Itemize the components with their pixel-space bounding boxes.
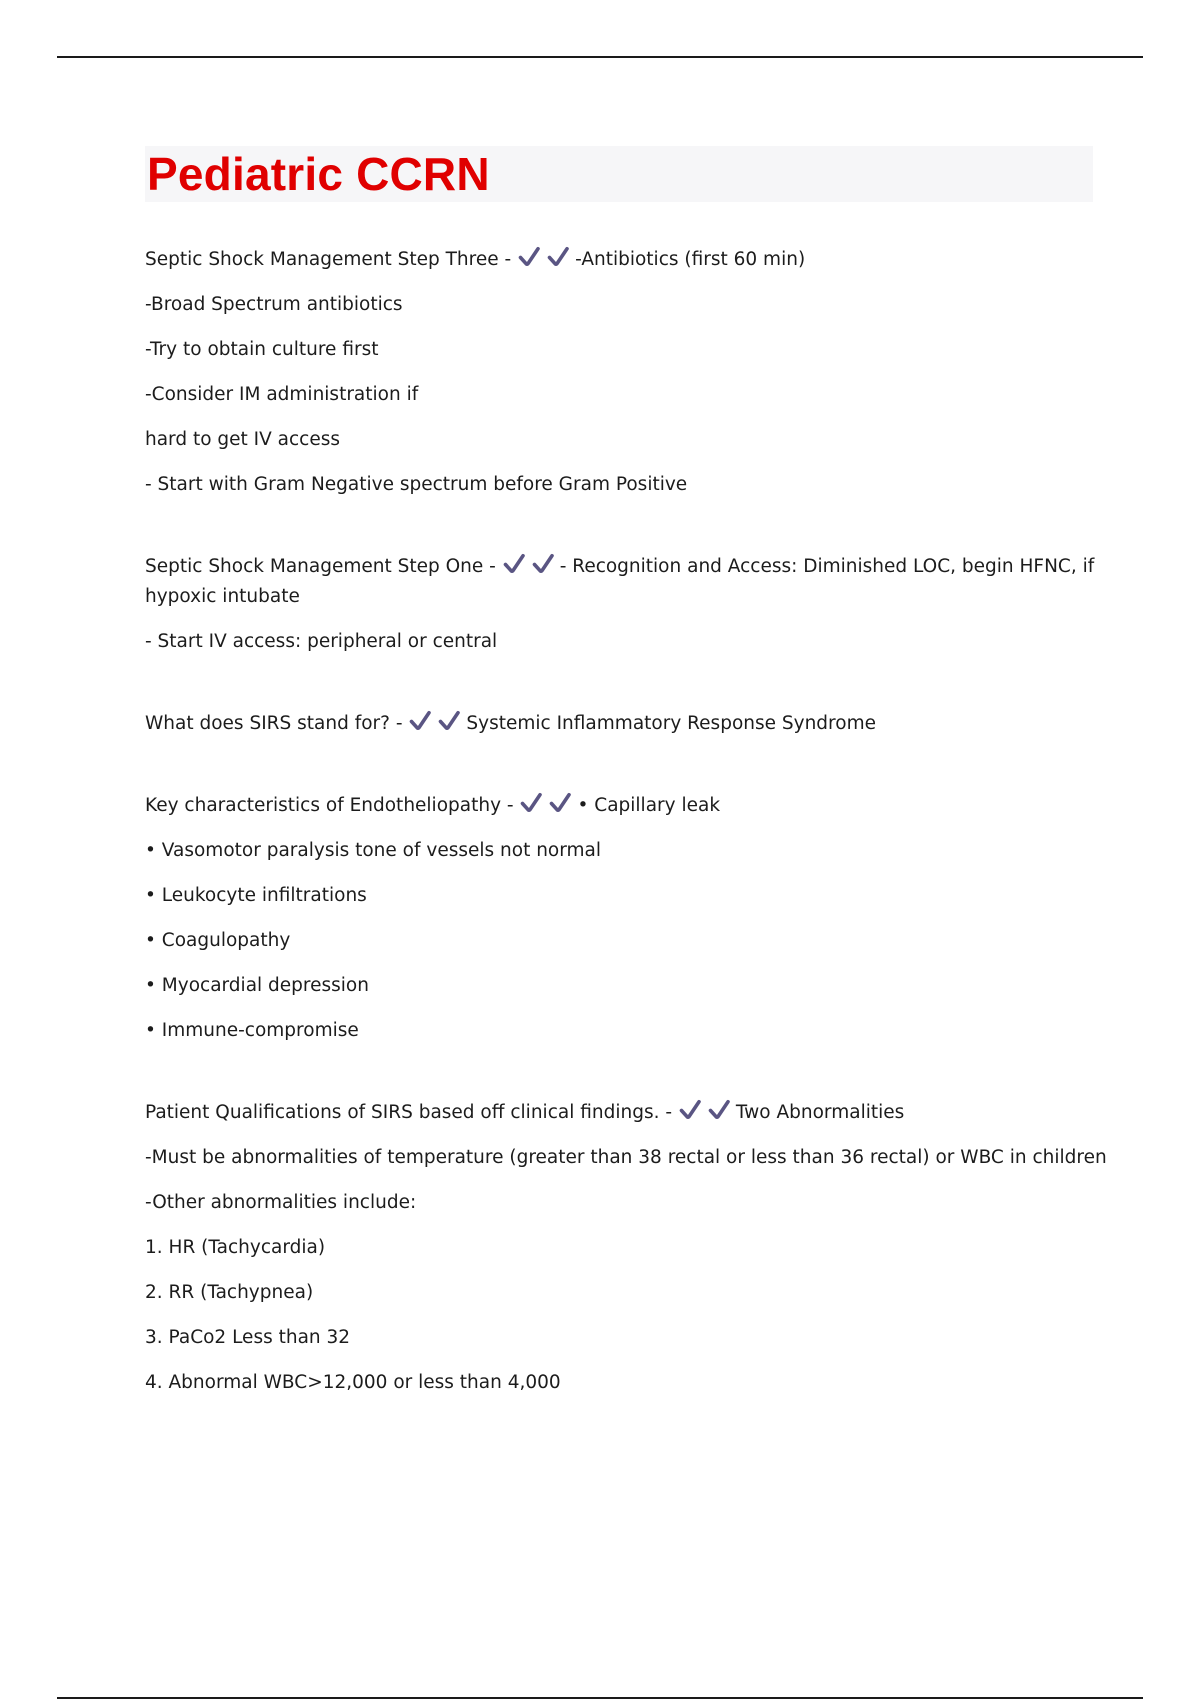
flashcard-question-line [145,552,1095,612]
answer-line: -Other abnormalities include: [145,1192,417,1213]
top-rule [57,56,1143,58]
check-icon [437,709,461,733]
bottom-rule [57,1697,1143,1699]
answer-line: • Coagulopathy [145,930,291,951]
answer-line: -Try to obtain culture first [145,339,379,360]
answer-line: 2. RR (Tachypnea) [145,1282,314,1303]
answer-line: • Immune-compromise [145,1020,359,1041]
check-icon [408,709,432,733]
question-text: What does SIRS stand for? - [145,713,403,734]
answer-text: - Recognition and Access: Diminished LOC, begin HFNC, if hypoxic intubate [145,556,1095,607]
check-icon [678,1098,702,1122]
answer-line: • Myocardial depression [145,975,369,996]
flashcard [145,709,1095,739]
question-text: Key characteristics of Endotheliopathy - [145,795,514,816]
answer-line: - Start IV access: peripheral or central [145,631,498,652]
check-icon [531,552,555,576]
answer-line: -Must be abnormalities of temperature (greater than 38 rectal or less than 36 rectal) or WBC in children [145,1147,1107,1168]
answer-line: -Consider IM administration if [145,384,419,405]
check-icon [548,791,572,815]
check-icon [517,245,541,269]
answer-line: • Leukocyte infiltrations [145,885,367,906]
flashcard-question-line [145,245,1095,275]
answer-line: 3. PaCo2 Less than 32 [145,1327,351,1348]
check-icon [707,1098,731,1122]
answer-line: -Broad Spectrum antibiotics [145,294,403,315]
answer-line: 4. Abnormal WBC>12,000 or less than 4,000 [145,1372,561,1393]
title-banner [145,146,1093,202]
flashcard-question-line [145,791,1095,821]
answer-line: - Start with Gram Negative spectrum before Gram Positive [145,474,688,495]
answer-text: Systemic Inflammatory Response Syndrome [466,713,876,734]
flashcard-list [145,245,1107,1398]
question-text: Septic Shock Management Step Three - [145,249,512,270]
check-icon [502,552,526,576]
question-text: Septic Shock Management Step One - [145,556,496,577]
check-icon [546,245,570,269]
document-title: Pediatric CCRN [147,148,490,200]
answer-line: hard to get IV access [145,429,341,450]
flashcard [145,791,1095,1046]
answer-line: • Vasomotor paralysis tone of vessels not normal [145,840,602,861]
answer-text: • Capillary leak [577,795,721,816]
flashcard [145,552,1095,657]
answer-text: Two Abnormalities [735,1102,905,1123]
check-icon [519,791,543,815]
answer-line: 1. HR (Tachycardia) [145,1237,326,1258]
answer-text: -Antibiotics (first 60 min) [575,249,806,270]
flashcard-question-line [145,709,1095,739]
flashcard [145,245,1095,500]
flashcard-question-line [145,1098,1095,1128]
flashcard [145,1098,1107,1398]
question-text: Patient Qualifications of SIRS based off clinical findings. - [145,1102,673,1123]
